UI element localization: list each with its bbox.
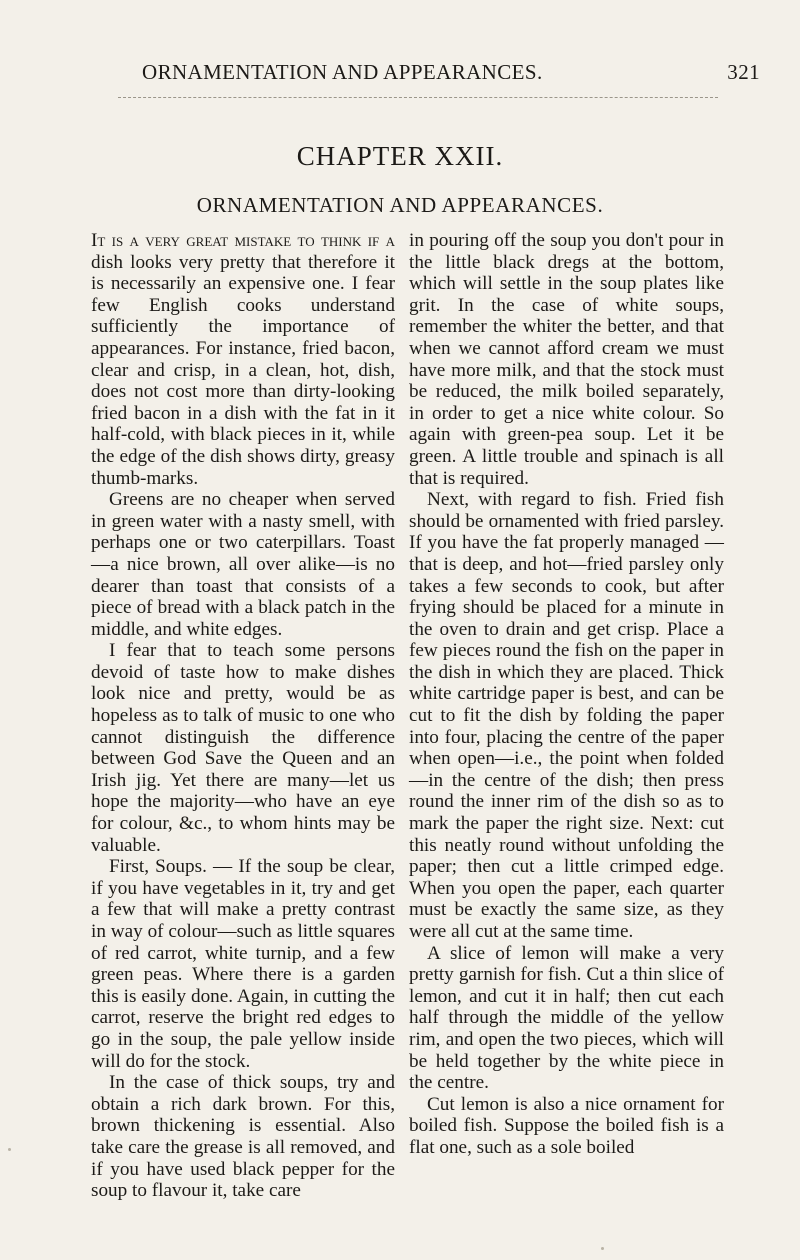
- paper-speck: [8, 1148, 11, 1151]
- header-rule: [118, 97, 718, 98]
- paragraph: A slice of lemon will make a very pretty garnish for fish. Cut a thin slice of lemon, and cut it in half; then cut each half through the middle of the yellow rim, and open the two pieces, which will be held together by the white piece in the centre.: [409, 942, 724, 1094]
- running-title: ORNAMENTATION AND APPEARANCES.: [142, 60, 543, 84]
- right-column: [409, 230, 724, 1159]
- paragraph: I fear that to teach some persons devoid of taste how to make dishes look nice and pretty, would be as hopeless as to talk of music to one who cannot distinguish the difference between God Save the Queen and an Irish jig. Yet there are many—let us hope the majority—who have an eye for colour, &c., to whom hints may be valuable.: [91, 640, 395, 856]
- paragraph: It is a very great mistake to think if a dish looks very pretty that therefore it is necessarily an expensive one. I fear few English cooks understand sufficiently the importance of appearances. For instance, fried bacon, clear and crisp, in a clean, hot, dish, does not cost more than dirty-looking fried bacon in a dish with the fat in it half-cold, with black pieces in it, while the edge of the dish shows dirty, greasy thumb-marks.: [91, 230, 395, 489]
- chapter-heading: CHAPTER XXII.: [296, 141, 504, 171]
- page-number: 321: [727, 60, 760, 84]
- paragraph: Cut lemon is also a nice ornament for boiled fish. Suppose the boiled fish is a flat one, such as a sole boiled: [409, 1093, 724, 1158]
- paragraph: in pouring off the soup you don't pour in the little black dregs at the bottom, which will settle in the soup plates like grit. In the case of white soups, remember the whiter the better, and that when we cannot afford cream we must have more milk, and that the stock must be reduced, the milk boiled separately, in order to get a nice white colour. So again with green-pea soup. Let it be green. A little trouble and spinach is all that is required.: [409, 230, 724, 489]
- paper-speck: [601, 1247, 604, 1250]
- paragraph: In the case of thick soups, try and obtain a rich dark brown. For this, brown thickening is essential. Also take care the grease is all removed, and if you have used black pepper for the soup to flavour it, take care: [91, 1072, 395, 1202]
- paragraph: Greens are no cheaper when served in green water with a nasty smell, with perhaps one or two caterpillars. Toast—a nice brown, all over alike—is no dearer than toast that consists of a piece of bread with a black patch in the middle, and white edges.: [91, 489, 395, 640]
- paragraph: First, Soups. — If the soup be clear, if you have vegetables in it, try and get a few that will make a pretty contrast in way of colour—such as little squares of red carrot, white turnip, and a few green peas. Where there is a garden this is easily done. Again, in cutting the carrot, reserve the bright red edges to go in the soup, the pale yellow inside will do for the stock.: [91, 856, 395, 1072]
- paragraph: Next, with regard to fish. Fried fish should be ornamented with fried parsley. If you have the fat properly managed — that is deep, and hot—fried parsley only takes a few seconds to cook, but after frying should be placed for a minute in the oven to drain and get crisp. Place a few pieces round the fish on the paper in the dish in which they are placed. Thick white cartridge paper is best, and can be cut to fit the dish by folding the paper into four, placing the centre of the paper when open—i.e., the point when folded—in the centre of the dish; then press round the inner rim of the dish so as to mark the paper the right size. Next: cut this neatly round without unfolding the paper; then cut a little crimped edge. When you open the paper, each quarter must be exactly the same size, as they were all cut at the same time.: [409, 489, 724, 942]
- chapter-title: ORNAMENTATION AND APPEARANCES.: [196, 193, 604, 217]
- left-column: [91, 230, 395, 1202]
